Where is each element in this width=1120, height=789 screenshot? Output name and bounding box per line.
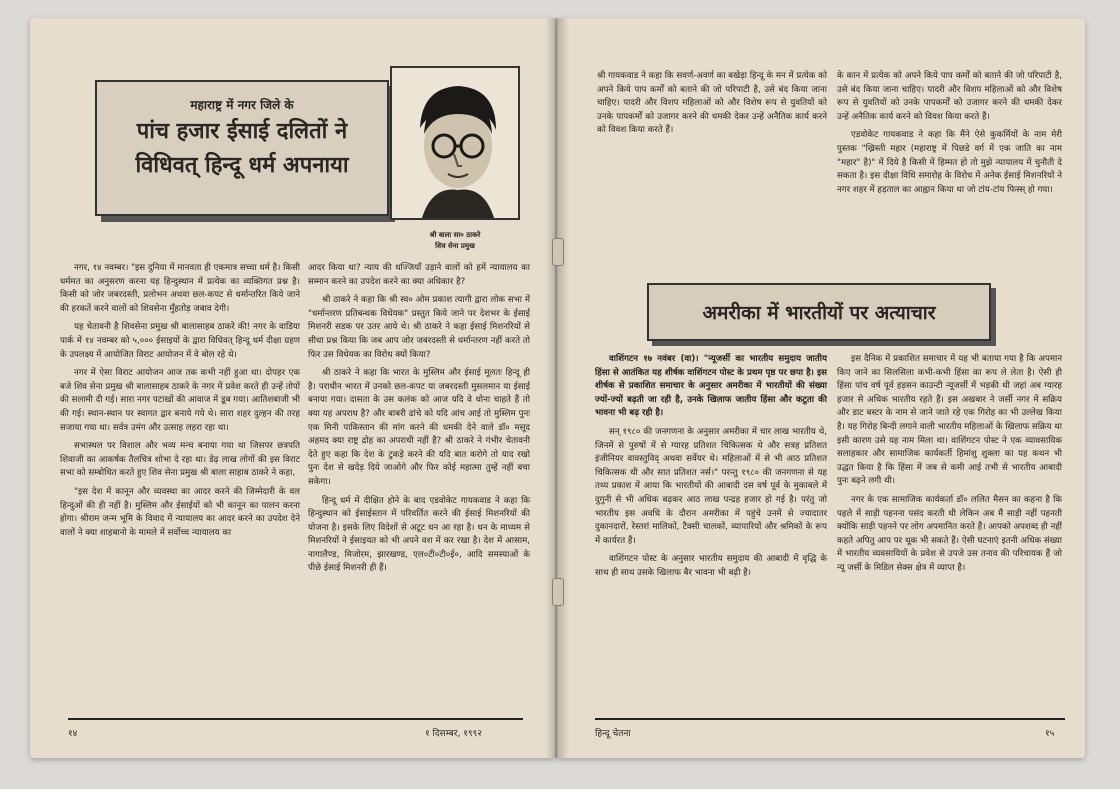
paragraph: नगर के एक सामाजिक कार्यकर्ता डॉ० ललित मैसन का कहना है कि पहले में साड़ी पहनना पसंद करती थी लेकिन अब मैं साड़ी नहीं पहनती क्योंकि साड़ी पहनने पर लोग अपमानित करते हैं। आपको अपशब्द ही नहीं कहते अपितु आप पर थूक भी सकते हैं। ऐसी घटनाएं इतनी अधिक संख्या में भारतीय व्यवसायियों के प्रवेश से उपजे उस तनाव की परिचायक हैं जो न्यू जर्सी के मिडिल सेक्स क्षेत्र में व्याप्त है। xyxy=(837,494,1062,573)
right-page xyxy=(557,18,1085,758)
paragraph: श्री ठाकरे ने कहा कि भारत के मुस्लिम और ईसाई मूलतः हिन्दू ही है। पराधीन भारत में उनको छल-कपट या जबरदस्ती मुसलमान या ईसाई बनाया गया। दासता के उस कलंक को आज यदि वे धोना चाहते हैं तो क्या यह अपराध है? और बाबरी ढांचे को यदि आंच आई तो मुस्लिम पुनः एक मिनी पाकिस्तान की मांग करने की धमकी देने वाले डॉ० मसूद अहमद क्या राष्ट्र द्रोह का अपराधी नहीं है? श्री ठाकरे ने गंभीर चेतावनी देते हुए कहा कि देश के टुकड़े करने की यदि बात करोगे तो याद रखो पुनः देश से खदेड़ दिये जाओगे और फिर कोई महात्मा तुम्हें नहीं बचा सकेगा। xyxy=(308,368,530,487)
caption-name: श्री बाला सा० ठाकरे xyxy=(429,231,481,239)
paragraph: नगर, १४ नवम्बर। "इस दुनिया में मानवता ही एकमात्र सच्चा धर्म है। किसी धर्ममत का अनुसरण करना यह हिन्दुस्थान में प्रत्येक का व्यक्तिगत प्रश्न है। किसी को जोर जबरदस्ती, प्रलोभन अथवा छल-कपट से धर्मान्तरित किये जाने की हरकतें करने वालों को शिवसेना मुँहतोड़ जबाव देगी। xyxy=(60,263,300,314)
magazine-spread xyxy=(30,18,1085,768)
paragraph: सन् १९८० की जनगणना के अनुसार अमरीका में चार लाख भारतीय थे, जिनमें से पुरुषों में से ग्यारह प्रतिशत चिकित्सक थे और सत्रह प्रतिशत इंजीनियर वावस्तुविद् अथवा सर्वेयर थे। महिलाओं में से भी आठ प्रतिशत चिकित्सक थी और सात प्रतिशत नर्स।" परन्तु १९८० की जनगणना से यह तथ्य प्रकाश में आया कि भारतीयों की आबादी दस वर्ष पूर्व के मुकाबले में दुगुनी से भी अधिक बढ़कर आठ लाख पन्द्रह हजार हो गई है। परंतु जो भारतीय इस अवधि के दौरान अमरीका में पहुंचे उनमें से ज्यादातर दुकानदारों, रेस्तरां मालिकों, टैक्सी चालकों, व्यापारियों और श्रमिकों के रूप में कार्यरत हैं। xyxy=(595,426,827,546)
footer-rule xyxy=(68,718,523,720)
lead-paragraph: वाशिंगटन १७ नवंबर (वा)। "न्यूजर्सी का भारतीय समुदाय जातीय हिंसा से आतंकित यह शीर्षक वाशिंगटन पोस्ट के प्रथम पृष्ठ पर छपा है। इस शीर्षक से प्रकाशित समाचार के अनुसार अमरीका में भारतीयों की संख्या ज्यों-ज्यों बढ़ती जा रही है, उनके खिलाफ जातीय हिंसा और कटुता की भावना भी बढ़ रही है। xyxy=(595,354,827,419)
magazine-title: हिन्दू चेतना xyxy=(595,729,631,739)
right-column-2 xyxy=(837,70,1062,202)
paragraph: श्री ठाकरे ने कहा कि श्री स्व० ओम प्रकाश त्यागी द्वारा लोक सभा में "धर्मान्तरण प्रतिबन्धक विधेयक" प्रस्तुत किये जाने पर देशभर के ईसाई मिशनरी सडक पर उतर आये थे। श्री ठाकरे ने कहा ईसाई मिशनरियों से सीधा प्रश्न किया कि जब आप जोर जबरदस्ती से धर्मान्तरण नहीं करते तो फिर उस विधेयक का विरोध क्यों किया? xyxy=(308,295,530,360)
paragraph: सभास्थल पर विशाल और भव्य मन्च बनाया गया था जिसपर छत्रपति शिवाजी का आकर्षक तैलचित्र शोभा दे रहा था। डेढ़ लाख लोगों की इस विराट सभा को सम्बोधित करते हुए शिव सेना प्रमुख श्री बाला साहाब ठाकरे ने कहा, xyxy=(60,441,300,479)
left-page xyxy=(30,18,555,758)
paragraph: के कान में प्रत्येक को अपने किये पाप कर्मों को बताने की जो परिपाटी है, उसे बंद किया जाना चाहिए। पादरी और विशप महिलाओं को और विशेष रूप से युवतियों को उनके पापकर्मों को उजागर करने की धमकी देकर उन्हें अनैतिक कार्य करने को विवश किया करते हैं। xyxy=(837,71,1062,122)
right-column-1 xyxy=(597,70,827,143)
left-column-1 xyxy=(60,262,300,545)
issue-date: १ दिसम्बर, १९९२ xyxy=(425,729,482,739)
headline-kicker: महाराष्ट्र में नगर जिले के xyxy=(190,98,294,112)
portrait-caption xyxy=(400,230,510,252)
sub-headline: अमरीका में भारतीयों पर अत्याचार xyxy=(702,302,936,324)
left-column-2 xyxy=(308,262,530,581)
portrait-photo xyxy=(390,66,520,220)
headline-line-1: पांच हजार ईसाई दलितों ने xyxy=(136,119,348,144)
portrait-illustration xyxy=(392,68,518,218)
headline-box xyxy=(95,80,389,216)
footer-rule xyxy=(595,718,1065,720)
paragraph: यह चेतावनी है शिवसेना प्रमुख श्री बालासाहब ठाकरे की! नगर के वाडिया पार्क में १४ नवम्बर को ५,००० ईसाइयों के द्वारा विधिवत् हिन्दू धर्म दीक्षा ग्रहण के उपलक्ष्य में आयोजित विराट आयोजन में वे बोल रहे थे। xyxy=(60,322,300,360)
page-number-right: १५ xyxy=(1045,729,1055,739)
paragraph: नगर में ऐसा विराट आयोजन आज तक कभी नहीं हुआ था। दोपहर एक बजे शिव सेना प्रमुख श्री बालासाहब ठाकरे के नगर में प्रवेश करते ही उन्हें तोपों की सलामी दी गई। सारा नगर पटाखों की आवाज में डूब गया। आतिशबाजी भी की गई। स्थान-स्थान पर स्वागत द्वार बनाये गये थे। सारा शहर दुल्हन की तरह सजाया गया था। सर्वत्र उमंग और उत्साह लहरा रहा था। xyxy=(60,368,300,433)
paragraph: आदर किया था? न्याय की धज्जियाँ उड़ाने वालों को हमें न्यायालय का सम्मान करने का उपदेश करने का क्या अधिकार है? xyxy=(308,263,530,287)
page-number-left: १४ xyxy=(68,729,78,739)
right-column-4 xyxy=(837,353,1062,581)
staple xyxy=(552,238,564,266)
staple xyxy=(552,578,564,606)
sub-headline-box xyxy=(647,283,991,341)
paragraph: वाशिंगटन पोस्ट के अनुसार भारतीय समुदाय की आबादी में वृद्धि के साथ ही साथ उसके खिलाफ बैर भावना भी बढ़ी है। xyxy=(595,554,827,578)
paragraph: हिन्दू धर्म में दीक्षित होने के बाद एडवोकेट गायकवाड ने कहा कि हिन्दुस्थान को ईसाईस्तान में परिवर्तित करने की ईसाई मिशनरियों की योजना है। इसके लिए विदेशों से अटूट धन आ रहा है। धन के माध्यम से मिशनरियों ने ईसाइयत को भी अपने वश में कर रखा है। देश में आसाम, नागालैण्ड, मिजोरम, झारखण्ड, एल०टी०टी०ई०, आदि समस्याओं के पीछे ईसाई मिशनरी ही हैं। xyxy=(308,495,530,574)
right-column-3 xyxy=(595,353,827,586)
paragraph: इस दैनिक में प्रकाशित समाचार में यह भी बताया गया है कि अपमान किए जाने का सिलसिला कभी-कभी हिंसा का रूप ले लेता है। ऐसी ही हिंसा पांच वर्ष पूर्व हड़सन काउन्टी न्यूजर्सी में भड़की थी जहां अब ग्यारह हजार से अधिक भारतीय रहते हैं। इस अखबार ने जर्सी नगर में सक्रिय और डाट बस्टर के नाम से जाने जाते रहे एक गिरोह का भी उल्लेख किया है। यह गिरोह बिन्दी लगाने वाली भारतीय महिलाओं के खिलाफ सक्रिय था इसी कारण उसे यह नाम मिला था। वाशिंगटन पोस्ट ने एक व्यावसायिक सलाहकार और सामाजिक कार्यकर्ती हिमांशु शुक्ला का यह कथन भी उद्धत किया है कि हिंसा में जब से कमी आई तभी से भारतीय आबादी पुनः बढ़ने लगी थी। xyxy=(837,354,1062,487)
paragraph: श्री गायकवाड ने कहा कि सवर्ण-अवर्ण का बखेड़ा हिन्दू के मन में प्रत्येक को अपने किये पाप कर्मों को बताने की जो परिपाटी है, उसे बंद किया जाना चाहिए। पादरी और विशप महिलाओं को और विशेष रूप से युवतियों को उनके पापकर्मों को उजागर करने की धमकी देकर उन्हें अनैतिक कार्य करने को विवश किया करते हैं। xyxy=(597,71,827,136)
paragraph: एडवोकेट गायकवाड ने कहा कि मैंने ऐसे कुकर्मियों के नाम मेरी पुस्तक "ख्रिस्ती महार (महाराष्ट्र में पिछडे वर्ग में एक जाति का नाम "महार" है)" में दिये है किसी में हिम्मत हो तो मुझे न्यायालय में चुनौती दे सकता है। इस दीक्षा विधि समारोह के विरोध में अनेक ईसाई मिशनरियों ने नगर शहर में हड़ताल का आह्वान किया था जो टांय-टांय फिस्स् हो गया। xyxy=(837,130,1062,195)
headline-line-2: विधिवत् हिन्दू धर्म अपनाया xyxy=(135,153,349,178)
caption-title: शिव सेना प्रमुख xyxy=(435,242,475,250)
paragraph: "इस देश में कानून और व्यवस्था का आदर करने की जिम्मेदारी के वल हिन्दुओं की ही नहीं है। मुस्लिम और ईसाईयों को भी कानून का पालन करना होगा। श्रीराम जन्म भूमि के विवाद में न्यायालय का आदर करने का उपदेश देने वालों ने क्या शाहबानो के मामले में सर्वोच्च न्यायालय का xyxy=(60,486,300,538)
